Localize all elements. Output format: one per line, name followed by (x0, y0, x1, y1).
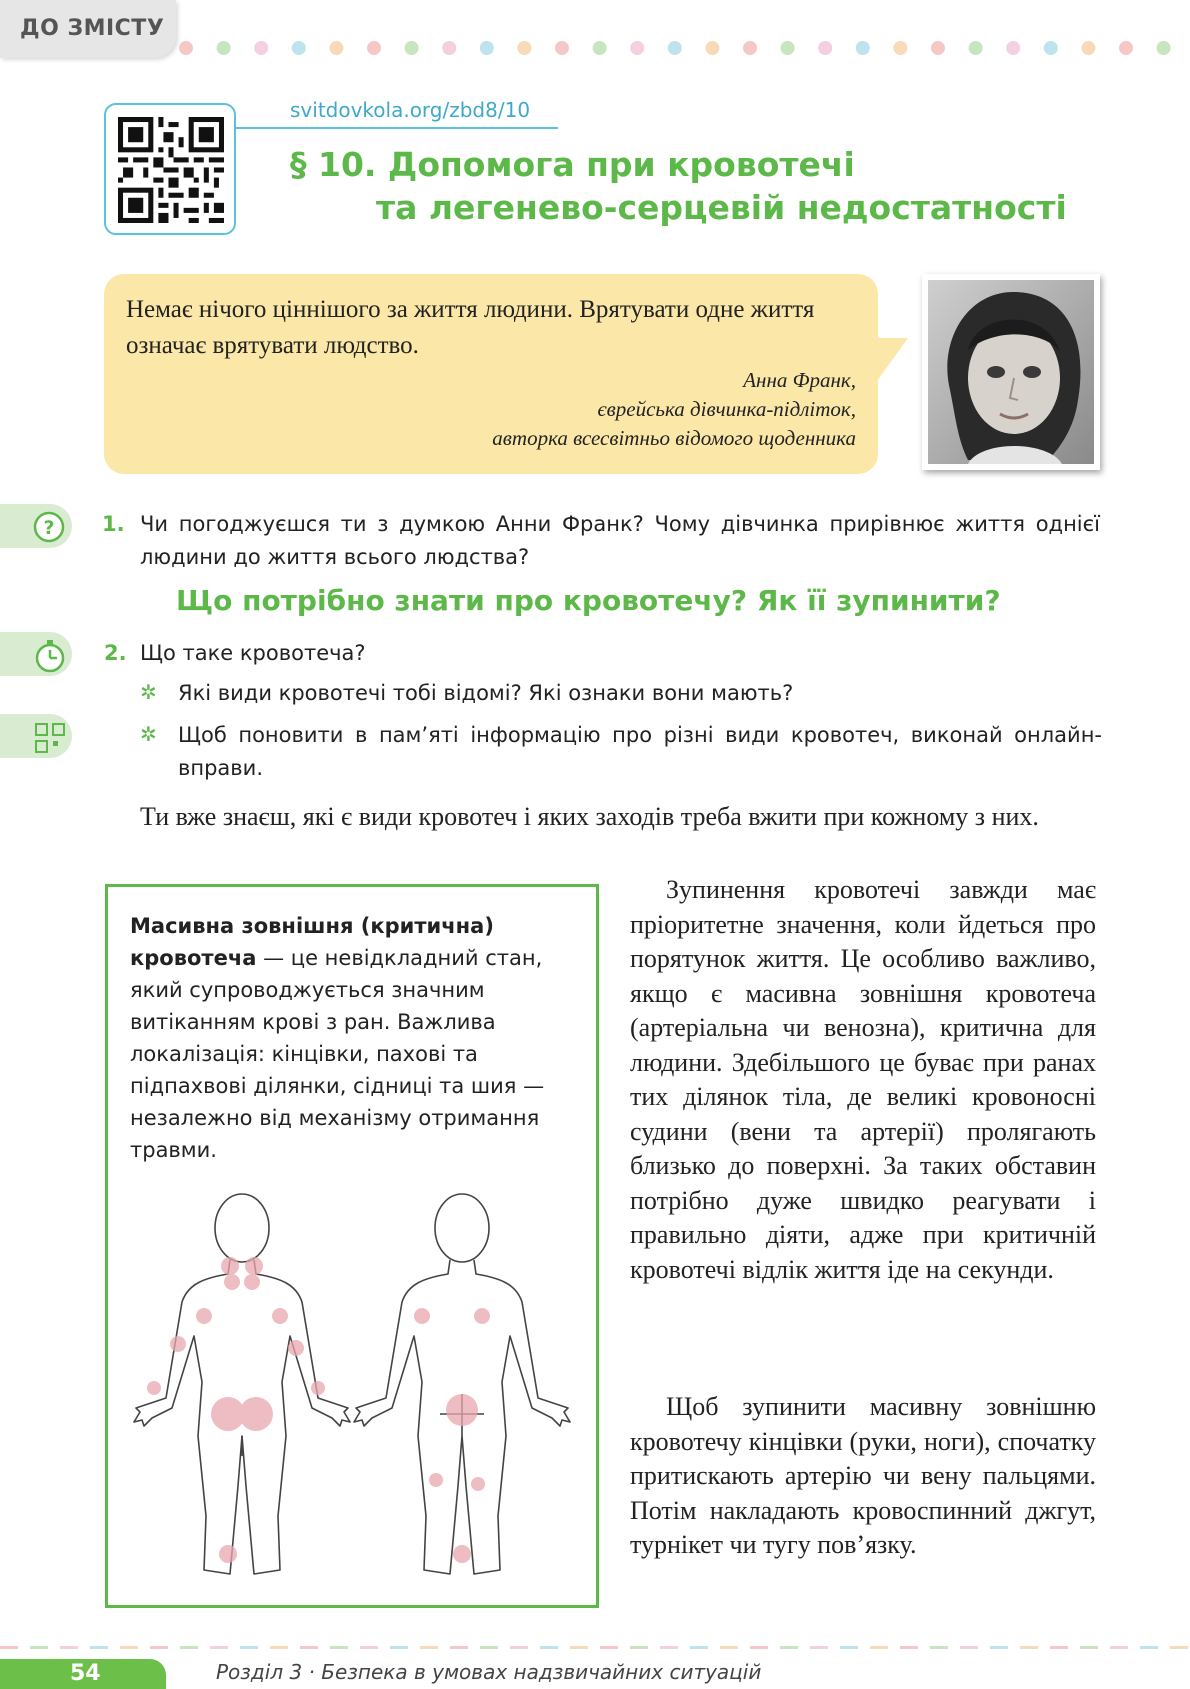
svg-text:?: ? (43, 517, 55, 539)
grid-squares-icon (32, 720, 68, 756)
toc-button[interactable]: ДО ЗМІСТУ (0, 0, 176, 58)
decor-dash (900, 1646, 918, 1649)
question-marker (0, 504, 72, 548)
decor-dot (893, 41, 907, 55)
bleed-point-leg (219, 1545, 237, 1563)
bleed-point-back-shoulder (474, 1308, 490, 1324)
page-title (290, 143, 1067, 229)
decor-dash (90, 1646, 108, 1649)
decor-dash (810, 1646, 828, 1649)
paragraph-1: Зупинення кровотечі завжди має пріоритетне значення, коли йдеться про порятунок життя. Це особливо важливо, якщо є масивна зовнішня кровотеча (артеріальна чи венозна), критична для людини. Здебільшого це буває при ранах тих ділянок тіла, де великі кровоносні судини (вени та артерії) пролягають близько до поверхні. За таких обставин потрібно дуже швидко реагувати і правильно діяти, адже при критичній кровотечі відлік життя іде на секунди. (630, 875, 1096, 1284)
bleed-point-neck (224, 1274, 240, 1290)
decor-dash (630, 1646, 648, 1649)
decor-dash (480, 1646, 498, 1649)
decor-dash (330, 1646, 348, 1649)
decor-dot (743, 41, 757, 55)
section-heading: Що потрібно знати про кровотечу? Як її зупинити? (176, 584, 1001, 617)
decorative-dots (178, 40, 1188, 56)
decor-dash (420, 1646, 438, 1649)
decor-dash (720, 1646, 738, 1649)
qr-code[interactable] (104, 103, 236, 235)
bleed-point-knee (471, 1477, 485, 1491)
title-line-1: § 10. Допомога при кровотечі (290, 145, 855, 184)
decor-dash (150, 1646, 168, 1649)
decor-dash (540, 1646, 558, 1649)
author-desc-2: авторка всесвітньо відомого щоденника (492, 426, 856, 450)
author-name: Анна Франк, (743, 368, 856, 392)
decor-dot (1044, 41, 1058, 55)
bleed-point-buttocks (446, 1394, 478, 1426)
decor-dash (1080, 1646, 1098, 1649)
decor-dash (990, 1646, 1008, 1649)
decor-dash (840, 1646, 858, 1649)
decor-dot (555, 41, 569, 55)
decor-dash (0, 1646, 18, 1649)
decor-dot (668, 41, 682, 55)
stopwatch-icon (32, 638, 68, 674)
question-1-number (102, 508, 125, 541)
decor-dash (1140, 1646, 1158, 1649)
body-figures (132, 1186, 572, 1586)
sun-bullet-icon: ✲ (140, 682, 157, 704)
bleed-point-forearm (311, 1381, 325, 1395)
question-circle-icon (32, 510, 66, 544)
timer-marker (0, 632, 72, 676)
decor-dot (1119, 41, 1133, 55)
quote-author (300, 366, 856, 453)
decor-dash (660, 1646, 678, 1649)
decor-dash (60, 1646, 78, 1649)
decor-dash (1110, 1646, 1128, 1649)
decor-dash (960, 1646, 978, 1649)
decor-dash (690, 1646, 708, 1649)
portrait-image (928, 280, 1094, 464)
decor-dash (360, 1646, 378, 1649)
bleed-point-neck (244, 1274, 260, 1290)
decor-dot (179, 41, 193, 55)
decor-dot (931, 41, 945, 55)
question-number: 2. (104, 641, 127, 665)
decor-dot (292, 41, 306, 55)
decor-dot (781, 41, 795, 55)
decor-dot (329, 41, 343, 55)
bleed-point-calf (453, 1545, 471, 1563)
question-2-text: Що таке кровотеча? (140, 641, 366, 665)
sun-bullet-icon: ✲ (140, 724, 157, 746)
bleed-point-arm (288, 1340, 304, 1356)
paragraph-2: Щоб зупинити масивну зовнішню кровотечу кінцівки (руки, ноги), спочатку притискають артерію чи вену пальцями. Потім накладають кровоспинний джгут, турнікет чи тугу пов’язку. (630, 1392, 1096, 1559)
bleed-point-arm (170, 1336, 186, 1352)
definition-term: Масивна зовнішня (критична) кровотеча (130, 914, 494, 970)
definition-body: — це невідкладний стан, який супроводжується значним витіканням крові з ран. Важлива локалізація: кінцівки, пахові та підпахвові ділянки, сідниці та шия — незалежно від механізму отримання травми. (130, 946, 545, 1162)
qr-code-icon (118, 116, 224, 224)
decor-dash (270, 1646, 288, 1649)
decor-dot (217, 41, 231, 55)
decor-dash (300, 1646, 318, 1649)
decor-dot (593, 41, 607, 55)
decor-dash (870, 1646, 888, 1649)
decor-dot (405, 41, 419, 55)
page-number: 54 (0, 1659, 166, 1689)
decor-dot (367, 41, 381, 55)
decor-dash (1050, 1646, 1068, 1649)
decor-dash (390, 1646, 408, 1649)
footer-dashes (0, 1646, 1190, 1650)
exercise-marker (0, 714, 72, 758)
bleed-point-back-shoulder (414, 1308, 430, 1324)
decor-dash (180, 1646, 198, 1649)
portrait-photo (922, 274, 1100, 470)
quote-text: Немає нічого ціннішого за життя людини. Врятувати одне життя означає врятувати людство. (126, 296, 815, 359)
decor-dash (120, 1646, 138, 1649)
back-body-figure (354, 1194, 570, 1574)
decor-dash (1170, 1646, 1188, 1649)
question-2-number (104, 637, 127, 670)
decor-dot (1157, 41, 1171, 55)
intro-paragraph: Ти вже знаєш, які є види кровотеч і яких заходів треба вжити при кожному з них. (140, 802, 1039, 831)
decor-dot (1081, 41, 1095, 55)
decor-dash (600, 1646, 618, 1649)
bleed-point-neck (245, 1257, 263, 1275)
bleed-point-neck (221, 1257, 239, 1275)
definition-text (130, 910, 584, 1166)
title-line-2: та легенево-серцевій недостатності (376, 188, 1067, 227)
decor-dash (750, 1646, 768, 1649)
link-underline (236, 127, 558, 129)
resource-link[interactable]: svitdovkola.org/zbd8/10 (290, 98, 531, 122)
decor-dot (818, 41, 832, 55)
decor-dash (510, 1646, 528, 1649)
decor-dot (442, 41, 456, 55)
question-2-sub-1: Які види кровотечі тобі відомі? Які ознаки вони мають? (178, 681, 794, 705)
decor-dash (1020, 1646, 1038, 1649)
decor-dash (450, 1646, 468, 1649)
decor-dot (480, 41, 494, 55)
decor-dot (856, 41, 870, 55)
decor-dot (254, 41, 268, 55)
decor-dot (969, 41, 983, 55)
question-2-sub-2: Щоб поновити в пам’яті інформацію про різні види кровотеч, виконай онлайн-вправи. (178, 723, 1102, 780)
decor-dot (630, 41, 644, 55)
decor-dash (570, 1646, 588, 1649)
decor-dash (930, 1646, 948, 1649)
bleed-point-armpit (272, 1308, 288, 1324)
decor-dot (1006, 41, 1020, 55)
bleed-point-armpit (196, 1308, 212, 1324)
bleed-point-knee (429, 1473, 443, 1487)
question-1-text: Чи погоджуєшся ти з думкою Анни Франк? Чому дівчинка прирівнює життя однієї людини до життя всього людства? (140, 512, 1100, 569)
quote-tail (872, 338, 916, 388)
decor-dash (780, 1646, 798, 1649)
footer-section-title: Розділ 3 · Безпека в умовах надзвичайних ситуацій (216, 1660, 762, 1684)
decor-dot (705, 41, 719, 55)
decor-dash (30, 1646, 48, 1649)
bleed-point-forearm (147, 1381, 161, 1395)
author-desc-1: єврейська дівчинка-підліток, (597, 397, 856, 421)
decor-dot (517, 41, 531, 55)
decor-dash (240, 1646, 258, 1649)
bleed-point-groin (239, 1397, 273, 1431)
question-number: 1. (102, 512, 125, 536)
decor-dash (210, 1646, 228, 1649)
